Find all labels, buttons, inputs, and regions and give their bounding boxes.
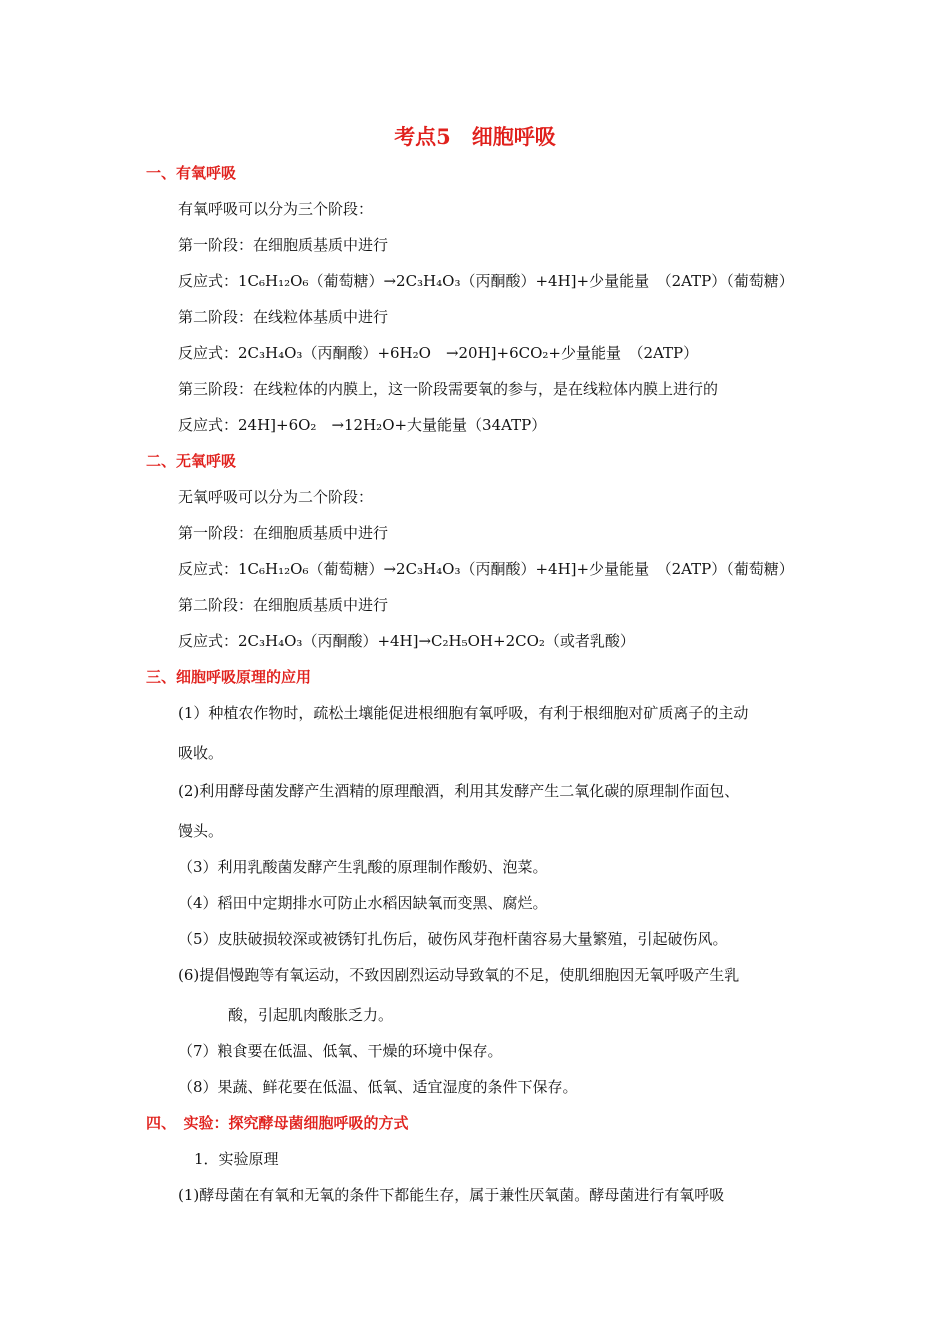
list-item: （5）皮肤破损较深或被锈钉扎伤后，破伤风芽孢杆菌容易大量繁殖，引起破伤风。 [178, 930, 728, 948]
reaction-line: 反应式：2C₃H₄O₃（丙酮酸）+4H]→C₂H₅OH+2CO₂（或者乳酸） [178, 632, 635, 650]
list-item: （4）稻田中定期排水可防止水稻因缺氧而变黑、腐烂。 [178, 894, 548, 912]
list-item-continuation: 馒头。 [178, 822, 224, 840]
paragraph-line: 第一阶段：在细胞质基质中进行 [178, 524, 389, 542]
list-item: (6)提倡慢跑等有氧运动，不致因剧烈运动导致氧的不足，使肌细胞因无氧呼吸产生乳 [178, 966, 740, 984]
list-item-continuation: 酸，引起肌肉酸胀乏力。 [228, 1006, 394, 1024]
reaction-line: 反应式：1C₆H₁₂O₆（葡萄糖）→2C₃H₄O₃（丙酮酸）+4H]+少量能量 （2ATP）（葡萄糖） [178, 560, 794, 578]
list-item: （7）粮食要在低温、低氧、干燥的环境中保存。 [178, 1042, 503, 1060]
paragraph-line: 第二阶段：在细胞质基质中进行 [178, 596, 389, 614]
reaction-line: 反应式：24H]+6O₂ →12H₂O+大量能量（34ATP） [178, 416, 547, 434]
paragraph-line: (1)酵母菌在有氧和无氧的条件下都能生存，属于兼性厌氧菌。酵母菌进行有氧呼吸 [178, 1186, 725, 1204]
list-item: （3）利用乳酸菌发酵产生乳酸的原理制作酸奶、泡菜。 [178, 858, 548, 876]
list-item: (1）种植农作物时，疏松土壤能促进根细胞有氧呼吸，有利于根细胞对矿质离子的主动 [178, 704, 749, 722]
paragraph-line: 有氧呼吸可以分为三个阶段： [178, 200, 374, 218]
list-item-continuation: 吸收。 [178, 744, 224, 762]
list-item: （8）果蔬、鲜花要在低温、低氧、适宜湿度的条件下保存。 [178, 1078, 578, 1096]
paragraph-line: 第三阶段：在线粒体的内膜上，这一阶段需要氧的参与，是在线粒体内膜上进行的 [178, 380, 719, 398]
section-heading-experiment: 四、 实验：探究酵母菌细胞呼吸的方式 [146, 1114, 409, 1132]
paragraph-line: 无氧呼吸可以分为二个阶段： [178, 488, 374, 506]
section-heading-aerobic: 一、有氧呼吸 [146, 164, 237, 182]
section-heading-applications: 三、细胞呼吸原理的应用 [146, 668, 312, 686]
paragraph-line: 第二阶段：在线粒体基质中进行 [178, 308, 389, 326]
list-item: (2)利用酵母菌发酵产生酒精的原理酿酒，利用其发酵产生二氧化碳的原理制作面包、 [178, 782, 740, 800]
paragraph-line: 第一阶段：在细胞质基质中进行 [178, 236, 389, 254]
subsection-title: 1．实验原理 [194, 1150, 279, 1168]
reaction-line: 反应式：1C₆H₁₂O₆（葡萄糖）→2C₃H₄O₃（丙酮酸）+4H]+少量能量 （2ATP）（葡萄糖） [178, 272, 794, 290]
reaction-line: 反应式：2C₃H₄O₃（丙酮酸）+6H₂O →20H]+6CO₂+少量能量 （2ATP） [178, 344, 699, 362]
page-title: 考点5 细胞呼吸 [394, 124, 556, 149]
section-heading-anaerobic: 二、无氧呼吸 [146, 452, 237, 470]
